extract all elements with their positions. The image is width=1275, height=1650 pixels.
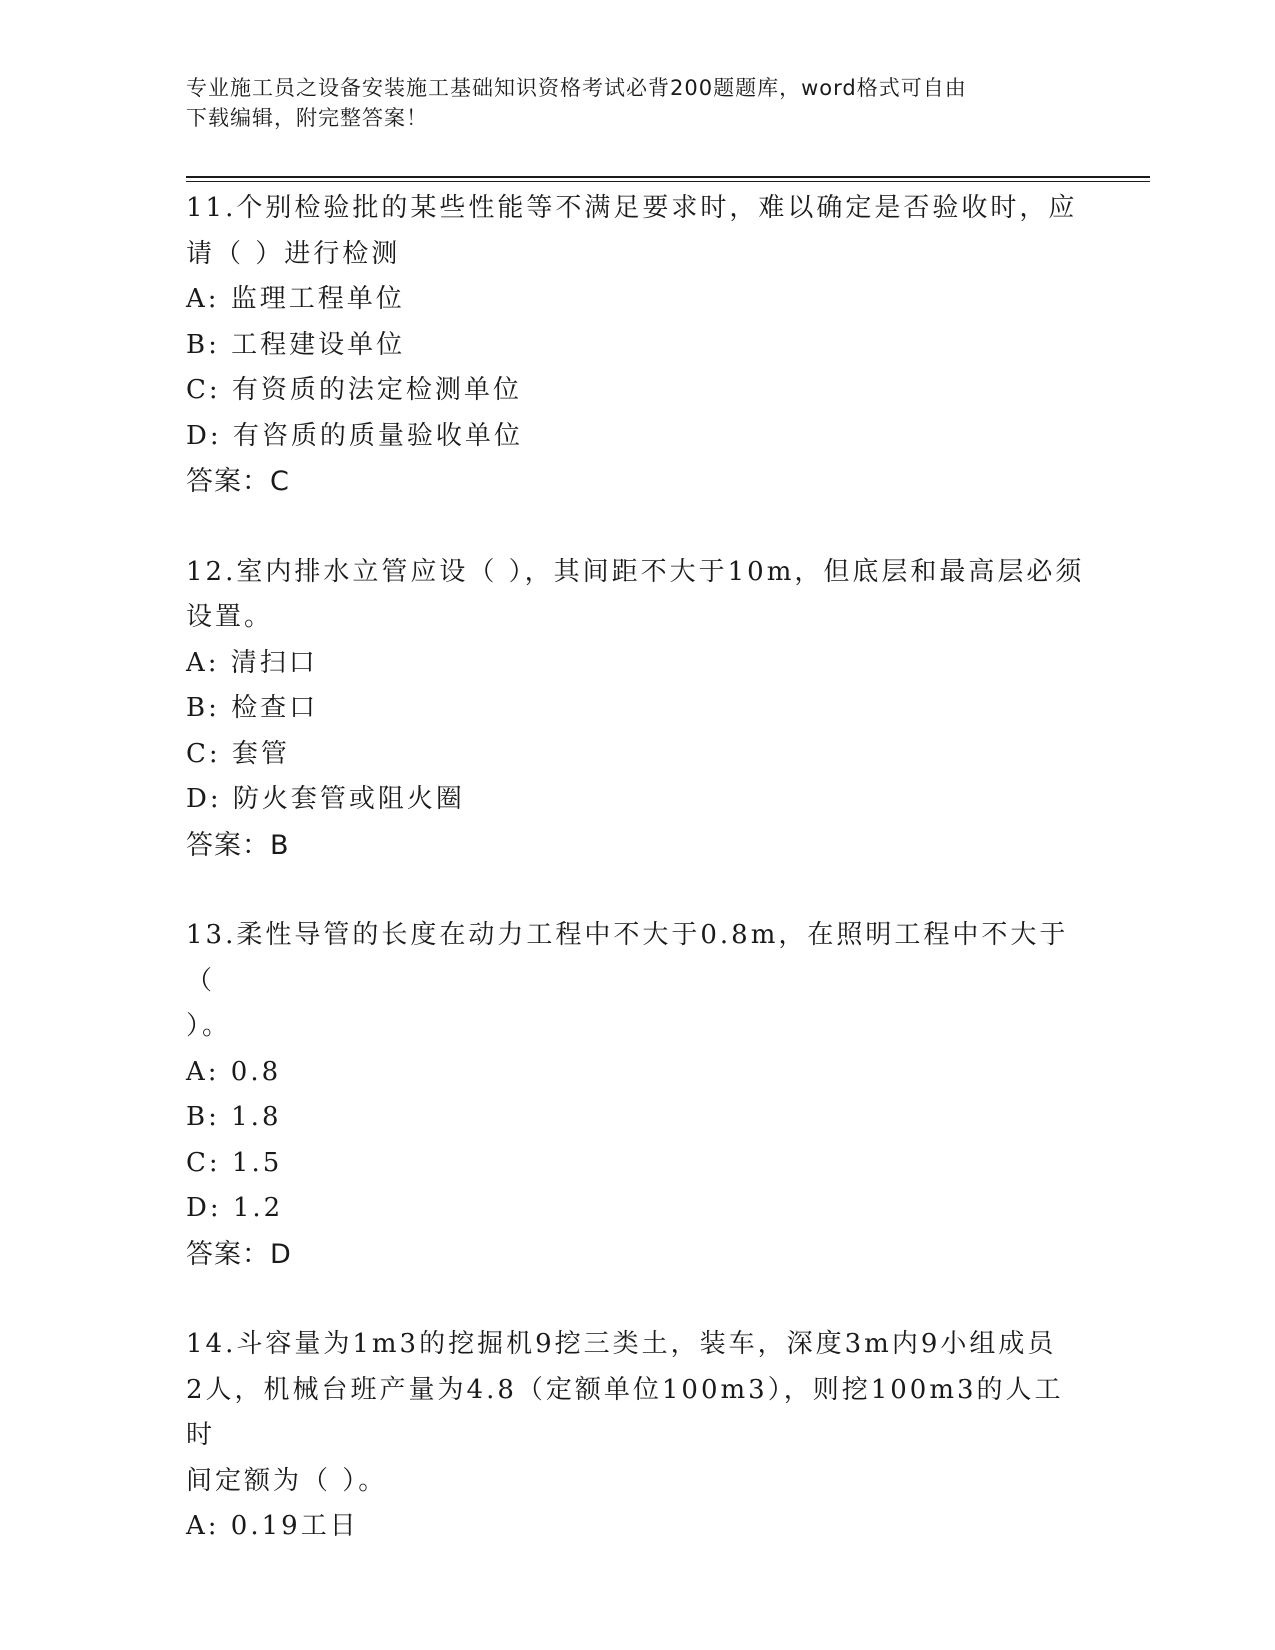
option-d: D: 有咨质的质量验收单位 (186, 420, 523, 451)
header-divider-thin (186, 181, 1150, 182)
header-line-2: 下载编辑，附完整答案！ (186, 106, 428, 130)
option-c: C: 有资质的法定检测单位 (186, 375, 522, 405)
question-stem-line: 设置。 (186, 602, 274, 632)
question-stem-line: 11.个别检验批的某些性能等不满足要求时，难以确定是否验收时，应 (186, 193, 1078, 223)
option-b: B: 1.8 (186, 1102, 282, 1132)
option-b: B: 检查口 (186, 693, 319, 723)
question-stem-line: 2人，机械台班产量为4.8（定额单位100m3），则挖100m3的人工时 (186, 1374, 1064, 1450)
option-a: A: 监理工程单位 (186, 284, 405, 314)
question-stem-line: 间定额为（ ）。 (186, 1465, 388, 1496)
question-list (186, 186, 1086, 1595)
document-header (186, 73, 1086, 133)
option-c: C: 1.5 (186, 1147, 283, 1178)
question-13 (186, 913, 1086, 1277)
option-c: C: 套管 (186, 738, 290, 769)
question-14 (186, 1322, 1086, 1550)
question-stem-line: 12.室内排水立管应设（ ），其间距不大于10m，但底层和最高层必须 (186, 556, 1085, 587)
question-11 (186, 186, 1086, 505)
answer-line: 答案：B (186, 829, 290, 861)
question-stem-line: ）。 (186, 1011, 232, 1041)
question-12 (186, 550, 1086, 869)
option-a: A: 0.19工日 (186, 1511, 359, 1541)
question-stem-line: 14.斗容量为1m3的挖掘机9挖三类土，装车，深度3m内9小组成员 (186, 1329, 1057, 1359)
option-a: A: 清扫口 (186, 647, 318, 678)
option-d: D: 防火套管或阻火圈 (186, 784, 465, 814)
answer-line: 答案：C (186, 466, 290, 497)
option-b: B: 工程建设单位 (186, 329, 406, 360)
option-a: A: 0.8 (186, 1056, 282, 1087)
answer-line: 答案：D (186, 1238, 292, 1270)
header-line-1: 专业施工员之设备安装施工基础知识资格考试必背200题题库，word格式可自由 (186, 76, 967, 100)
question-stem-line: 13.柔性导管的长度在动力工程中不大于0.8m，在照明工程中不大于（ (186, 920, 1069, 996)
header-divider-thick (186, 176, 1150, 178)
question-stem-line: 请（ ）进行检测 (186, 238, 401, 269)
option-d: D: 1.2 (186, 1193, 284, 1223)
